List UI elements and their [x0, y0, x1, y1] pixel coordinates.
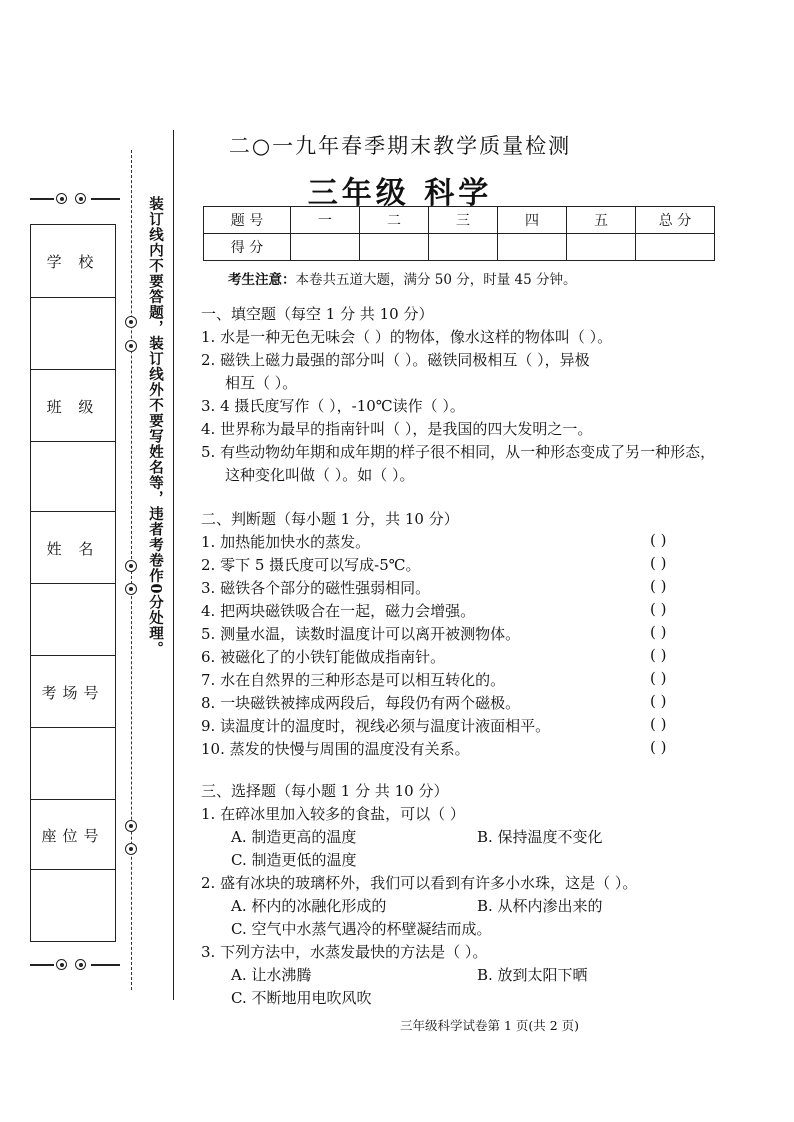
score-header-2: 二 — [360, 207, 429, 234]
exam-room-label: 考场号 — [31, 655, 115, 728]
fill-q3: 3. 4 摄氏度写作（ ），-10℃读作（ ）。 — [201, 397, 465, 415]
score-cell-1[interactable] — [291, 234, 360, 261]
section1-title: 一、填空题（每空 1 分 共 10 分） — [201, 305, 434, 323]
fill-q2-cont: 相互（ ）。 — [225, 374, 298, 392]
choice-q3-b[interactable]: B. 放到太阳下晒 — [477, 966, 588, 984]
fill-q4: 4. 世界称为最早的指南针叫（ ），是我国的四大发明之一。 — [201, 420, 593, 438]
student-info-box — [30, 224, 116, 942]
binding-instruction: 装订线内不要答题，装订线外不要写姓名等，违者考卷作0分处理。 — [147, 196, 164, 657]
binding-hole-3 — [125, 560, 137, 572]
choice-q3-c[interactable]: C. 不断地用电吹风吹 — [231, 989, 372, 1007]
class-field[interactable] — [31, 441, 115, 512]
choice-q3-a[interactable]: A. 让水沸腾 — [231, 966, 312, 984]
fill-q5: 5. 有些动物幼年期和成年期的样子很不相同，从一种形态变成了另一种形态， — [201, 443, 716, 461]
judge-q1: 1. 加热能加快水的蒸发。 — [201, 533, 371, 551]
choice-q1: 1. 在碎冰里加入较多的食盐，可以（ ） — [201, 805, 465, 823]
judge-q4: 4. 把两块磁铁吸合在一起，磁力会增强。 — [201, 602, 476, 620]
choice-q2-b[interactable]: B. 从杯内渗出来的 — [477, 897, 603, 915]
fill-q5-cont: 这种变化叫做（ ）。如（ ）。 — [225, 466, 415, 484]
score-header-5: 五 — [567, 207, 636, 234]
judge-answer-1[interactable]: ( ) — [650, 531, 667, 549]
binding-hole-2 — [125, 340, 137, 352]
exam-note — [228, 268, 577, 288]
school-field[interactable] — [31, 297, 115, 370]
judge-answer-4[interactable]: ( ) — [650, 600, 667, 618]
section2-title: 二、判断题（每小题 1 分，共 10 分） — [201, 510, 459, 528]
score-cell-total[interactable] — [636, 234, 715, 261]
binding-hole-4 — [125, 583, 137, 595]
name-label: 姓 名 — [31, 511, 115, 584]
note-label: 考生注意： — [228, 272, 296, 288]
judge-q6: 6. 被磁化了的小铁钉能做成指南针。 — [201, 648, 446, 666]
exam-room-field[interactable] — [31, 727, 115, 800]
score-cell-3[interactable] — [429, 234, 498, 261]
fill-q2: 2. 磁铁上磁力最强的部分叫（ ）。磁铁同极相互（ ），异极 — [201, 351, 590, 369]
judge-answer-2[interactable]: ( ) — [650, 554, 667, 572]
binding-ornament-top — [30, 192, 120, 206]
binding-hole-6 — [125, 843, 137, 855]
binding-hole-1 — [125, 316, 137, 328]
choice-q2: 2. 盛有冰块的玻璃杯外，我们可以看到有许多小水珠，这是（ ）。 — [201, 874, 638, 892]
judge-q2: 2. 零下 5 摄氏度可以写成-5℃。 — [201, 556, 421, 574]
judge-answer-3[interactable]: ( ) — [650, 577, 667, 595]
binding-ornament-bottom — [30, 958, 120, 972]
seat-label: 座位号 — [31, 799, 115, 870]
score-table — [203, 206, 715, 261]
exam-title: 二○一九年春季期末教学质量检测 — [228, 134, 572, 158]
choice-q1-b[interactable]: B. 保持温度不变化 — [477, 828, 603, 846]
score-cell-4[interactable] — [498, 234, 567, 261]
score-header-1: 一 — [291, 207, 360, 234]
judge-answer-9[interactable]: ( ) — [650, 715, 667, 733]
fill-q1: 1. 水是一种无色无味会（ ）的物体，像水这样的物体叫（ ）。 — [201, 328, 613, 346]
score-cell-2[interactable] — [360, 234, 429, 261]
choice-q2-a[interactable]: A. 杯内的冰融化形成的 — [231, 897, 387, 915]
seat-field[interactable] — [31, 869, 115, 942]
exam-subject: 三年级 科学 — [307, 176, 493, 211]
score-header-4: 四 — [498, 207, 567, 234]
judge-q3: 3. 磁铁各个部分的磁性强弱相同。 — [201, 579, 431, 597]
binding-separator — [173, 130, 174, 1000]
judge-answer-6[interactable]: ( ) — [650, 646, 667, 664]
school-label: 学 校 — [46, 252, 100, 271]
choice-q2-c[interactable]: C. 空气中水蒸气遇冷的杯壁凝结而成。 — [231, 920, 492, 938]
section3-title: 三、选择题（每小题 1 分 共 10 分） — [201, 782, 449, 800]
judge-q8: 8. 一块磁铁被摔成两段后，每段仍有两个磁极。 — [201, 694, 521, 712]
choice-q1-a[interactable]: A. 制造更高的温度 — [231, 828, 357, 846]
judge-q5: 5. 测量水温，读数时温度计可以离开被测物体。 — [201, 625, 521, 643]
note-text: 本卷共五道大题，满分 50 分，时量 45 分钟。 — [295, 272, 577, 288]
score-header-3: 三 — [429, 207, 498, 234]
score-cell-5[interactable] — [567, 234, 636, 261]
judge-q10: 10. 蒸发的快慢与周围的温度没有关系。 — [201, 740, 470, 758]
score-header-label: 题 号 — [204, 207, 291, 234]
judge-q9: 9. 读温度计的温度时，视线必须与温度计液面相平。 — [201, 717, 551, 735]
class-label: 班 级 — [31, 369, 115, 442]
judge-answer-7[interactable]: ( ) — [650, 669, 667, 687]
score-row-label: 得 分 — [204, 234, 291, 261]
choice-q1-c[interactable]: C. 制造更低的温度 — [231, 851, 357, 869]
page-footer: 三年级科学试卷第 1 页(共 2 页) — [400, 1018, 580, 1033]
judge-answer-5[interactable]: ( ) — [650, 623, 667, 641]
name-field[interactable] — [31, 583, 115, 656]
score-header-total: 总 分 — [636, 207, 715, 234]
binding-hole-5 — [125, 820, 137, 832]
judge-answer-8[interactable]: ( ) — [650, 692, 667, 710]
judge-answer-10[interactable]: ( ) — [650, 738, 667, 756]
judge-q7: 7. 水在自然界的三种形态是可以相互转化的。 — [201, 671, 506, 689]
choice-q3: 3. 下列方法中，水蒸发最快的方法是（ ）。 — [201, 943, 488, 961]
